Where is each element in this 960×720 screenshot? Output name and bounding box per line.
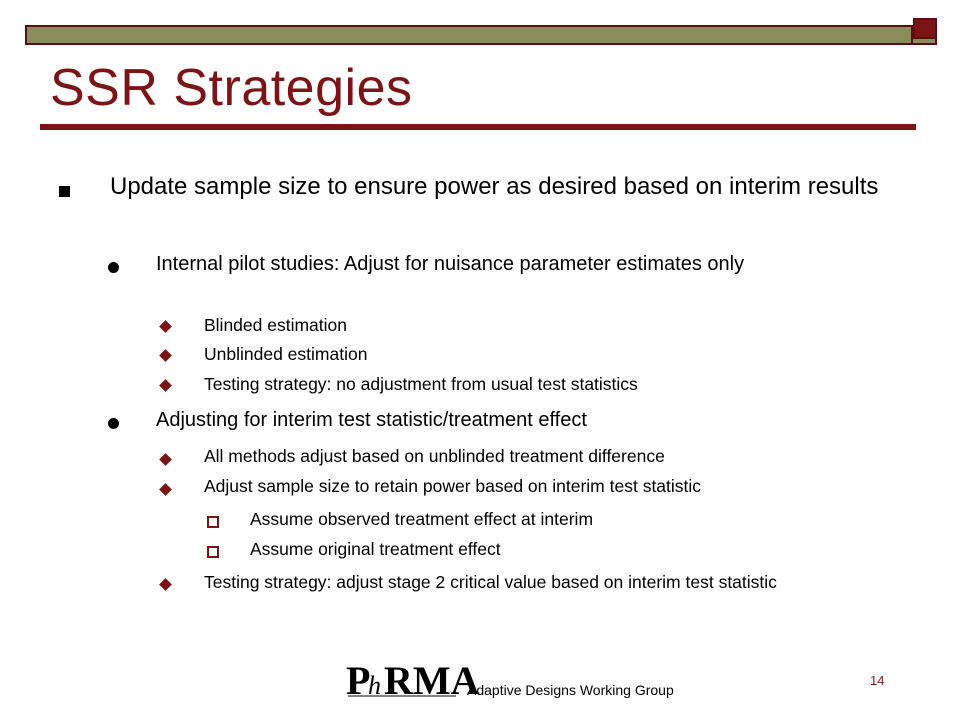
hollow-square-bullet-icon <box>207 516 219 528</box>
bullet-text: Testing strategy: no adjustment from usual test statistics <box>204 374 638 394</box>
circle-bullet-icon <box>108 418 119 429</box>
top-accent-square <box>913 18 937 39</box>
page-number: 14 <box>870 673 885 688</box>
footer-text: Adaptive Designs Working Group <box>467 682 674 698</box>
top-decorative-bar <box>25 25 913 45</box>
bullet-text: Update sample size to ensure power as desired based on interim results <box>110 173 879 200</box>
bullet-text: Unblinded estimation <box>204 344 368 364</box>
diamond-bullet-icon <box>159 453 172 466</box>
bullet-text: Assume original treatment effect <box>250 539 501 559</box>
bullet-text: Adjust sample size to retain power based on interim test statistic <box>204 476 702 496</box>
bullet-text: Adjusting for interim test statistic/treatment effect <box>156 409 587 431</box>
bullet-text: Testing strategy: adjust stage 2 critical value based on interim test statistic <box>204 572 777 592</box>
svg-text:h: h <box>368 671 381 700</box>
diamond-bullet-icon <box>159 483 172 496</box>
bullet-text: Blinded estimation <box>204 315 347 335</box>
svg-text:P: P <box>346 658 371 703</box>
circle-bullet-icon <box>108 262 119 273</box>
title-underline <box>40 124 916 130</box>
hollow-square-bullet-icon <box>207 546 219 558</box>
svg-text:RMA: RMA <box>384 658 480 703</box>
bullet-text: All methods adjust based on unblinded treatment difference <box>204 446 665 466</box>
bullet-text: Internal pilot studies: Adjust for nuisance parameter estimates only <box>156 253 745 275</box>
diamond-bullet-icon <box>159 349 172 362</box>
bullet-text: Assume observed treatment effect at interim <box>250 509 594 529</box>
phrma-logo <box>346 658 480 703</box>
square-bullet-icon <box>59 186 70 197</box>
diamond-bullet-icon <box>159 379 172 392</box>
slide-title: SSR Strategies <box>50 59 413 117</box>
diamond-bullet-icon <box>159 578 172 591</box>
diamond-bullet-icon <box>159 320 172 333</box>
